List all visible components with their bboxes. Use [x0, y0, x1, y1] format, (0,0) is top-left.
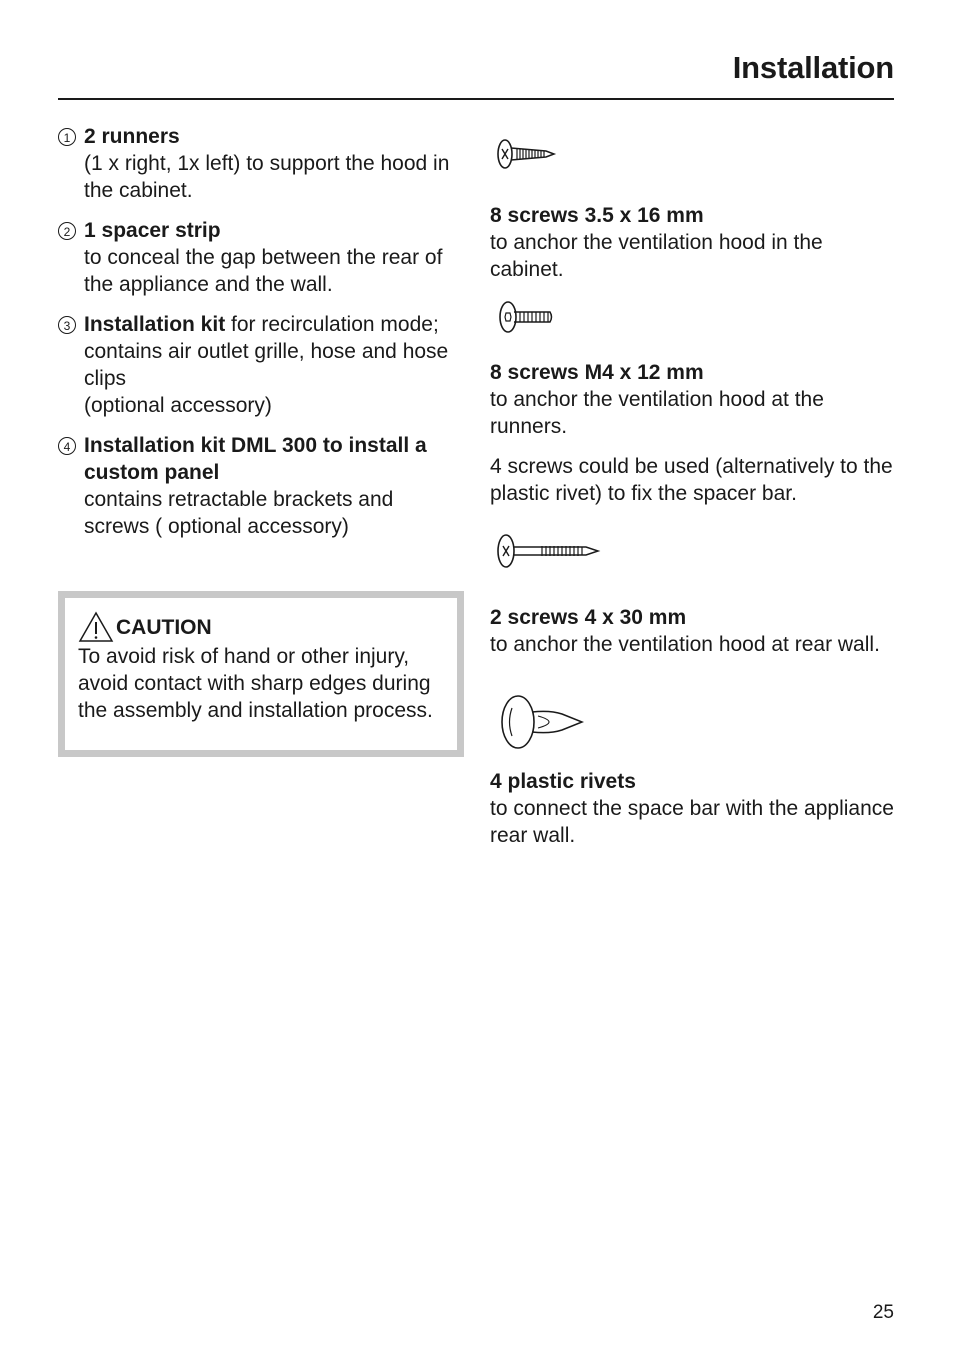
part-description: to connect the space bar with the appliance rear wall.: [490, 797, 894, 847]
item-number-badge: 3: [58, 316, 76, 334]
item-description: contains retractable brackets and screws ( optional accessory): [84, 488, 394, 538]
part-description: to anchor the ventilation hood in the cabinet.: [490, 231, 823, 281]
list-item: [58, 123, 464, 204]
part-description: to anchor the ventilation hood at the runners.: [490, 388, 824, 438]
plastic-rivet-icon: [490, 688, 590, 768]
caution-heading: [78, 611, 445, 643]
part-item: [490, 297, 900, 507]
item-title: 1 spacer strip: [84, 219, 221, 242]
part-title: 2 screws 4 x 30 mm: [490, 606, 687, 629]
part-item: [490, 688, 900, 849]
caution-text: To avoid risk of hand or other injury, avoid contact with sharp edges during the assembly and installation process.: [78, 645, 433, 722]
screw-short-icon: [490, 132, 560, 202]
part-title: 8 screws 3.5 x 16 mm: [490, 204, 704, 227]
item-title: Installation kit DML 300 to install a custom panel: [84, 434, 427, 484]
list-item: [58, 432, 464, 540]
item-inline-text: for recirculation mode; contains air outlet grille, hose and hose clips: [84, 313, 449, 390]
part-item: [490, 132, 900, 283]
warning-triangle-icon: [78, 611, 114, 643]
screw-m4-icon: [490, 297, 560, 359]
part-title: 4 plastic rivets: [490, 770, 636, 793]
caution-box: [58, 591, 464, 757]
part-description: to anchor the ventilation hood at rear wall.: [490, 633, 880, 656]
parts-note: 4 screws could be used (alternatively to the plastic rivet) to fix the spacer bar.: [490, 455, 893, 505]
item-number-badge: 4: [58, 437, 76, 455]
item-number-badge: 1: [58, 128, 76, 146]
page-title: Installation: [732, 50, 894, 85]
item-description: (optional accessory): [84, 394, 272, 417]
item-title: Installation kit: [84, 313, 226, 336]
header-divider: [58, 98, 894, 100]
item-title: 2 runners: [84, 125, 180, 148]
components-list: [58, 123, 464, 553]
item-number-badge: 2: [58, 222, 76, 240]
screw-long-icon: [490, 529, 610, 604]
list-item: [58, 311, 464, 419]
caution-title: CAUTION: [116, 615, 212, 639]
item-description: (1 x right, 1x left) to support the hood in the cabinet.: [84, 152, 450, 202]
list-item: [58, 217, 464, 298]
parts-list: [490, 132, 900, 849]
page-number: 25: [872, 1302, 894, 1323]
part-title: 8 screws M4 x 12 mm: [490, 361, 704, 384]
item-description: to conceal the gap between the rear of the appliance and the wall.: [84, 246, 443, 296]
part-item: [490, 529, 900, 658]
